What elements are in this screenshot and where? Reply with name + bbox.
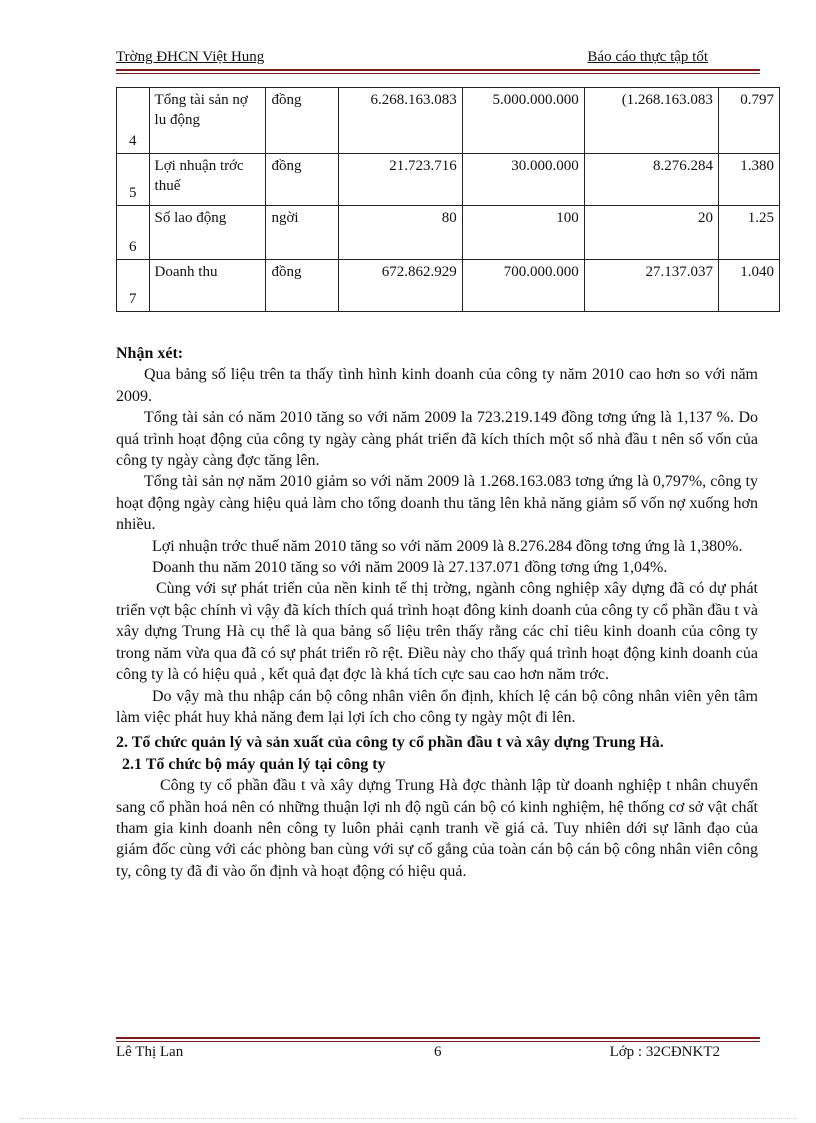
paragraph: Qua bảng số liệu trên ta thấy tình hình kinh doanh của công ty năm 2010 cao hơn so với năm 2009.	[116, 366, 758, 405]
table-row	[117, 206, 780, 260]
paragraph: Công ty cổ phần đầu t và xây dựng Trung Hà đợc thành lập từ doanh nghiệp t nhân chuyển sang cổ phần hoá nên có những thuận lợi nh độ ngũ cán bộ có kinh nghiệm, hệ thống cơ sở vật chất tham gia kinh doanh nên công ty luôn phải cạnh tranh về giá cả. Tuy nhiên dới sự lãnh đạo của giám đốc cùng với các phòng ban cùng với sự cố gắng của toàn cán bộ cán bộ công nhân viên công ty, công ty đã đi vào ổn định và hoạt động có hiệu quả.	[116, 777, 758, 880]
table-row	[117, 154, 780, 206]
row-difference: 8.276.284	[584, 154, 718, 206]
row-value-2010: 700.000.000	[462, 260, 584, 312]
row-ratio: 1.25	[718, 206, 779, 260]
header-rule	[116, 69, 760, 71]
page-footer	[116, 1044, 760, 1064]
row-value-2010: 5.000.000.000	[462, 88, 584, 154]
row-item: Doanh thu	[149, 260, 266, 312]
row-difference: (1.268.163.083	[584, 88, 718, 154]
footer-author: Lê Thị Lan	[116, 1044, 184, 1060]
paragraph: Tổng tài sản nợ năm 2010 giảm so với năm 2009 là 1.268.163.083 tơng ứng là 0,797%, công ty hoạt động ngày càng hiệu quả làm cho tổng doanh thu tăng lên khả năng giảm số vốn nợ xuống hơn nhiều.	[116, 473, 758, 534]
row-difference: 27.137.037	[584, 260, 718, 312]
row-ratio: 0.797	[718, 88, 779, 154]
row-difference: 20	[584, 206, 718, 260]
paragraph: Cùng với sự phát triển của nền kinh tế thị trờng, ngành công nghiệp xây dựng đã có dự phát triển vợt bậc chính vì vậy đã kích thích quá trình hoạt đông kinh doanh của công ty cổ phần đầu t và xây dựng Trung Hà cụ thể là qua bảng số liệu trên thấy rằng các chỉ tiêu kinh doanh của công ty trong năm vừa qua đã có sự phát triển rõ rệt. Điều này cho thấy quá trình hoạt động kinh doanh của công ty là có hiệu quả , kết quả đạt đợc là khá tích cực sau cao hơn năm trớc.	[116, 580, 758, 684]
footer-class: Lớp : 32CĐNKT2	[609, 1044, 720, 1060]
row-number: 7	[117, 260, 150, 312]
header-school: Trờng ĐHCN Việt Hung	[116, 49, 265, 65]
page-edge	[20, 1118, 796, 1119]
footer-rule-thin	[116, 1041, 760, 1042]
section-heading: 2. Tổ chức quản lý và sản xuất của công ty cổ phần đầu t và xây dựng Trung Hà.	[116, 734, 664, 752]
row-unit: ngời	[266, 206, 338, 260]
row-ratio: 1.040	[718, 260, 779, 312]
row-number: 5	[117, 154, 150, 206]
table-row	[117, 260, 780, 312]
row-value-2009: 6.268.163.083	[338, 88, 462, 154]
row-value-2009: 672.862.929	[338, 260, 462, 312]
page-number: 6	[434, 1044, 442, 1060]
header-report-title: Báo cáo thực tập tốt	[587, 49, 708, 65]
table-row	[117, 88, 780, 154]
row-value-2010: 100	[462, 206, 584, 260]
business-results-table	[116, 87, 780, 312]
row-value-2010: 30.000.000	[462, 154, 584, 206]
row-value-2009: 80	[338, 206, 462, 260]
footer-rule	[116, 1037, 760, 1039]
row-number: 6	[117, 206, 150, 260]
subsection-heading: 2.1 Tổ chức bộ máy quản lý tại công ty	[122, 755, 386, 773]
paragraph: Tổng tài sản có năm 2010 tăng so với năm 2009 la 723.219.149 đồng tơng ứng là 1,137 %. Do quá trình hoạt động của công ty ngày càng phát triển đã kích thích một số nhà đầu t nên số vốn của công ty ngày càng đợc tăng lên.	[116, 409, 758, 470]
row-number: 4	[117, 88, 150, 154]
row-value-2009: 21.723.716	[338, 154, 462, 206]
row-unit: đồng	[266, 260, 338, 312]
paragraph: Lợi nhuận trớc thuế năm 2010 tăng so với năm 2009 là 8.276.284 đồng tơng ứng là 1,380%.	[152, 537, 743, 555]
header-rule-thin	[116, 73, 760, 74]
row-item: Số lao động	[149, 206, 266, 260]
paragraph: Do vậy mà thu nhập cán bộ công nhân viên ổn định, khích lệ cán bộ công nhân viên yên tâm làm việc phát huy khả năng đem lại lợi ích cho công ty ngày một đi lên.	[116, 687, 758, 726]
remarks-heading: Nhận xét:	[116, 345, 184, 362]
row-ratio: 1.380	[718, 154, 779, 206]
page-header	[116, 49, 760, 69]
row-item: Lợi nhuận trớc thuế	[149, 154, 266, 206]
row-item: Tổng tài sản nợ lu động	[149, 88, 266, 154]
row-unit: đồng	[266, 154, 338, 206]
paragraph: Doanh thu năm 2010 tăng so với năm 2009 là 27.137.071 đồng tơng ứng 1,04%.	[152, 559, 668, 577]
document-body	[116, 343, 758, 882]
row-unit: đồng	[266, 88, 338, 154]
